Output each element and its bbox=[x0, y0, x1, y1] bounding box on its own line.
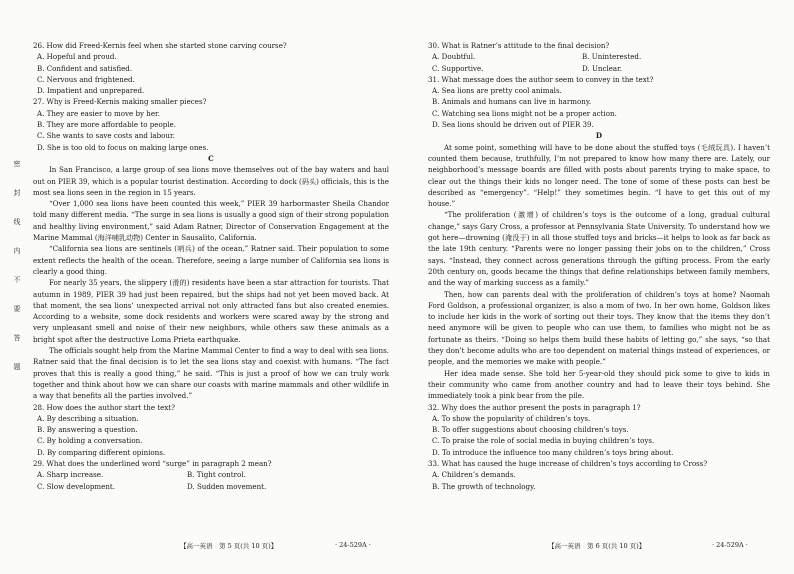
section-d-heading: D bbox=[595, 131, 603, 141]
left-page-column bbox=[33, 40, 389, 492]
footer-right-exam-code: · 24-529A · bbox=[712, 541, 748, 549]
question-32-option-c: C. To praise the role of social media in buying children’s toys. bbox=[432, 436, 655, 446]
question-26-option-c: C. Nervous and frightened. bbox=[37, 74, 135, 84]
footer-left-exam-code: · 24-529A · bbox=[335, 541, 371, 549]
question-31-option-b: B. Animals and humans can live in harmony. bbox=[432, 97, 592, 107]
passage-c-paragraph: The officials sought help from the Marine Mammal Center to find a way to deal with sea lions. Ratner said that the final decision is to let the sea lions stay and coexist with humans. “The fact proves that this is really a good thing,” he said. “This is just a proof of how we can truly work together and think about how we can share our coasts with marine mammals and other wildlife in a way that benefits all the parties involved.” bbox=[33, 346, 389, 401]
question-31-option-c: C. Watching sea lions might not be a proper action. bbox=[432, 108, 617, 118]
question-27-option-c: C. She wants to save costs and labour. bbox=[37, 131, 175, 141]
question-30-option-a: A. Doubtful. bbox=[432, 52, 476, 62]
question-31-stem: 31. What message does the author seem to convey in the text? bbox=[428, 74, 654, 84]
question-29-stem: 29. What does the underlined word “surge” in paragraph 2 mean? bbox=[33, 458, 272, 468]
passage-d-paragraph: Then, how can parents deal with the proliferation of children’s toys at home? Naomah Ford Goldson, a professional organizer, is also a mom of two. In her own home, Goldson likes to include her kids in the work of sorting out their toys. They know that the items they don’t need anymore will be given to people who can use them, to families who might not be as fortunate as theirs. “Doing so helps them build these habits of letting go,” she says, “so that they don’t become adults who are too dependent on material things instead of experiences, or people, and the memories we make with people.” bbox=[428, 289, 770, 367]
passage-d-paragraph: Her idea made sense. She told her 5-year-old they should pick some to give to kids in their community who came from another country and had to leave their toys behind. She immediately took a pink bear from the pile. bbox=[428, 368, 770, 401]
passage-c-paragraph: For nearly 35 years, the slippery (滑的) residents have been a star attraction for tourists. That autumn in 1989, PIER 39 had just been repaired, but the ships had not yet been moved back. At that moment, the sea lions’ unexpected arrival not only attracted fans but also created enemies. According to a website, some dock residents and workers were scared away by the strong and very unpleasant smell and noise of their new neighbors, while others saw these animals as a bright spot after the destructive Loma Prieta earthquake. bbox=[33, 278, 389, 344]
question-30-option-b: B. Uninterested. bbox=[582, 52, 642, 62]
question-32-option-b: B. To offer suggestions about choosing children’s toys. bbox=[432, 425, 629, 435]
question-30-option-d: D. Unclear. bbox=[582, 63, 623, 73]
question-30-options-row-1 bbox=[432, 51, 770, 62]
question-30-option-c: C. Supportive. bbox=[432, 63, 484, 73]
passage-c-paragraph: “California sea lions are sentinels (哨兵) of the ocean,” Ratner said. Their population to some extent reflects the health of the ocean. Therefore, seeing a large number of California sea lions is clearly a good thing. bbox=[33, 244, 389, 276]
question-29-options-row-1 bbox=[37, 469, 389, 480]
passage-d-paragraph: At some point, something will have to be done about the stuffed toys (毛绒玩具). I haven’t counted them because, truthfully, I’m not prepared to know how many there are. Lately, our neighborhood’s message boards are filled with posts about parents trying to make space, to clear out the things their kids no longer need. The tone of some of these posts can best be described as “emergency”. “Help!” they sometimes begin. “I have to get this out of my house.” bbox=[428, 142, 770, 209]
footer-left-page-label: 【高一英语 第 5 页(共 10 页)】 bbox=[180, 542, 278, 550]
question-28-option-c: C. By holding a conversation. bbox=[37, 436, 143, 446]
question-27-option-a: A. They are easier to move by her. bbox=[37, 108, 160, 118]
question-30-stem: 30. What is Ratner’s attitude to the final decision? bbox=[428, 41, 610, 50]
question-26-option-a: A. Hopeful and proud. bbox=[37, 52, 117, 62]
section-c-heading: C bbox=[208, 153, 214, 163]
question-28-option-a: A. By describing a situation. bbox=[37, 413, 139, 423]
question-29-option-d: D. Sudden movement. bbox=[187, 481, 267, 491]
question-28-option-d: D. By comparing different opinions. bbox=[37, 447, 166, 457]
right-page-column bbox=[428, 40, 770, 492]
footer-right-page-label: 【高一英语 第 6 页(共 10 页)】 bbox=[548, 542, 646, 550]
question-30-options-row-2 bbox=[432, 63, 770, 74]
question-27-stem: 27. Why is Freed-Kernis making smaller pieces? bbox=[33, 97, 207, 107]
question-26-option-d: D. Impatient and unprepared. bbox=[37, 86, 145, 96]
question-32-option-d: D. To introduce the influence too many children’s toys bring about. bbox=[432, 447, 674, 457]
question-27-option-b: B. They are more affordable to people. bbox=[37, 120, 177, 130]
question-33-stem: 33. What has caused the huge increase of children’s toys according to Cross? bbox=[428, 458, 708, 468]
question-31-option-a: A. Sea lions are pretty cool animals. bbox=[432, 86, 562, 96]
question-33-option-a: A. Children’s demands. bbox=[432, 470, 516, 480]
question-32-stem: 32. Why does the author present the posts in paragraph 1? bbox=[428, 402, 641, 412]
question-26-option-b: B. Confident and satisfied. bbox=[37, 63, 133, 73]
question-28-option-b: B. By answering a question. bbox=[37, 425, 138, 435]
question-33-option-b: B. The growth of technology. bbox=[432, 481, 536, 491]
question-29-option-b: B. Tight control. bbox=[187, 470, 246, 480]
question-31-option-d: D. Sea lions should be driven out of PIER 39. bbox=[432, 120, 594, 130]
question-26-stem: 26. How did Freed-Kernis feel when she started stone carving course? bbox=[33, 41, 287, 50]
question-29-options-row-2 bbox=[37, 481, 389, 492]
question-28-stem: 28. How does the author start the text? bbox=[33, 402, 176, 412]
binding-margin-label: 密封线内不要答题 bbox=[13, 160, 21, 392]
passage-c-paragraph: In San Francisco, a large group of sea lions move themselves out of the bay waters and haul out on PIER 39, which is a popular tourist destination. According to dock (码头) officials, this is the most sea lions seen in the region in 15 years. bbox=[33, 165, 389, 197]
passage-d-paragraph: “The proliferation (激增) of children’s toys is the outcome of a long, gradual cultural change,” says Gary Cross, a professor at Pennsylvania State University. To understand how we got here—drowning (淹没于) in all those stuffed toys and bricks—it helps to look as far back as the late 19th century. “Parents were no longer passing their jobs on to the children,” Cross says. “Instead, they connect across generations through the gifting process. From the early 20th century on, goods became the things that define relationships between family members, and the way of marking success as a family.” bbox=[428, 210, 770, 288]
question-29-option-c: C. Slow development. bbox=[37, 481, 116, 491]
question-29-option-a: A. Sharp increase. bbox=[37, 470, 104, 480]
question-32-option-a: A. To show the popularity of children’s toys. bbox=[432, 413, 591, 423]
question-27-option-d: D. She is too old to focus on making large ones. bbox=[37, 142, 209, 152]
passage-c-paragraph: “Over 1,000 sea lions have been counted this week,” PIER 39 harbormaster Sheila Chandor told many different media. “The surge in sea lions is usually a good sign of their strong population and healthy living environment,” said Adam Ratner, Director of Conservation Engagement at the Marine Mammal (海洋哺乳动物) Center in Sausalito, California. bbox=[33, 199, 389, 243]
